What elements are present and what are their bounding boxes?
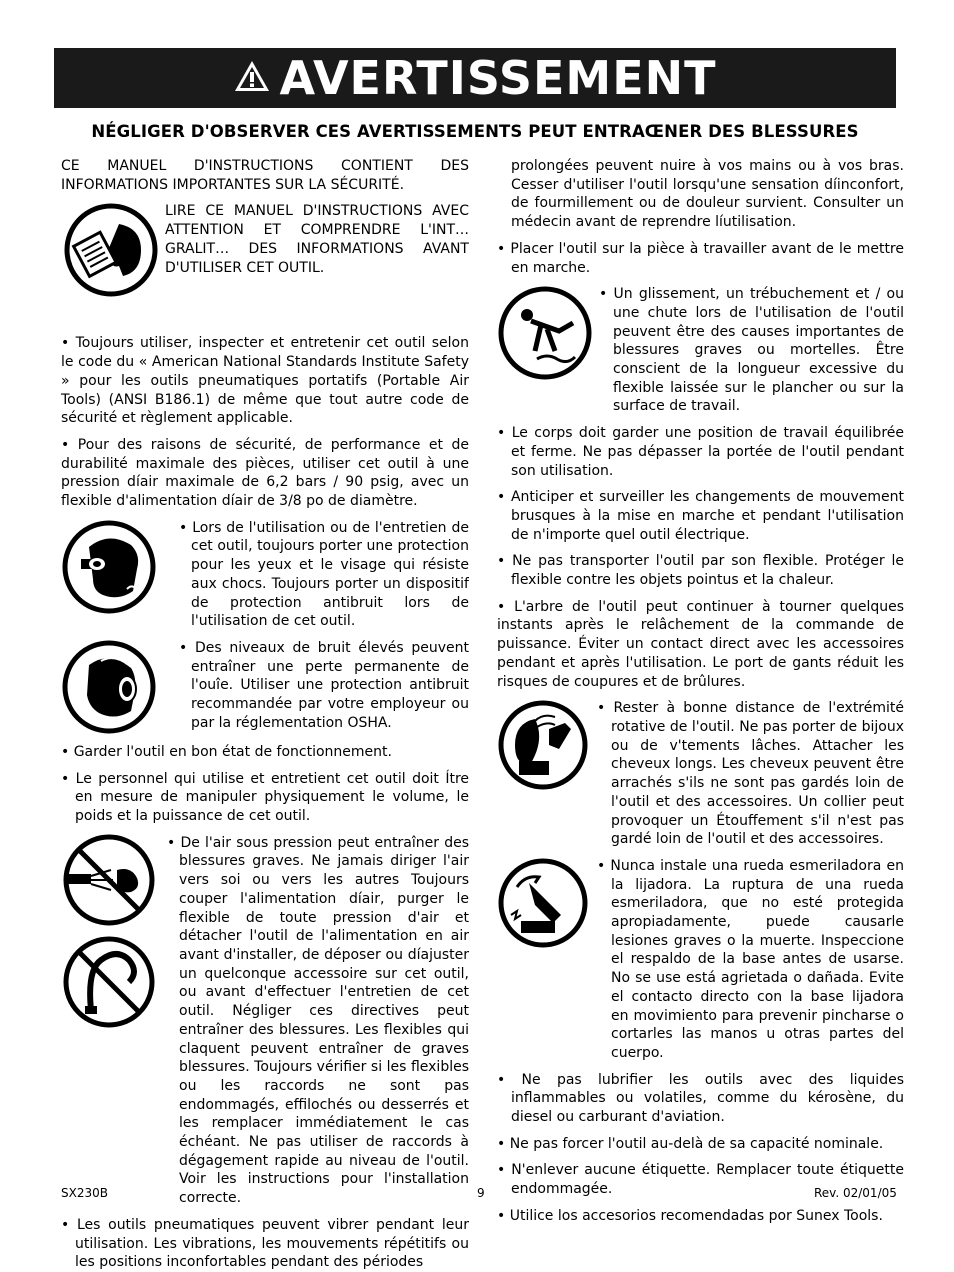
air-hose-icons xyxy=(61,834,157,1030)
warning-triangle-icon xyxy=(233,59,271,97)
read-manual-text: LIRE CE MANUEL D'INSTRUCTIONS AVEC ATTENTION ET COMPRENDRE L'INT… GRALIT… DES INFORMATIONS AVANT D'UTILISER CET OUTIL. xyxy=(165,203,469,276)
ansi-paragraph: • Toujours utiliser, inspecter et entretenir cet outil selon le code du « American National Standards Institute Safety » pour les outils pneumatiques portatifs (Portable Air Tools) (ANSI B186.1) de même que tout autre code de sécurité et règlement applicable. xyxy=(61,335,469,427)
air-pressure-text: • De l'air sous pression peut entraîner des blessures graves. Ne jamais diriger l'air vers soi ou vers les autres Toujours couper l'alimentation díair, purger le flexible de toute pression d'air et détacher l'outil de l'alimentation en air avant d'installer, de déposer ou díajuster un quelconque accessoire sur cet outil, ou avant d'effectuer l'entretien de cet outil. Négliger ces directives peut entraîner des blessures. Les flexibles qui claquent peuvent entraîner de graves blessures. Toujours vérifier si les flexibles ou les raccords ne sont pas endommagés, effilochés ou desserrés et les remplacer immédiatement le cas échéant. Ne pas utiliser de raccords à dégagement rapide au niveau de l'outil. Voir les instructions pour l'installation correcte. xyxy=(167,834,469,1207)
grinding-wheel-icon xyxy=(497,857,589,949)
body-position-item: • Le corps doit garder une position de travail équilibrée et ferme. Ne pas dépasser la portée de l'outil pendant son utilisation. xyxy=(497,425,904,479)
ear-protection-icon xyxy=(61,639,157,735)
whipping-hose-icon xyxy=(66,939,152,1025)
ear-protection-text: • Des niveaux de bruit élevés peuvent entraîner une perte permanente de l'ouîe. Utiliser une protection antibruit recommandée par votre employeur ou par la réglementation OSHA. xyxy=(179,639,469,731)
footer-model: SX230B xyxy=(61,1186,108,1200)
footer-revision: Rev. 02/01/05 xyxy=(814,1186,897,1200)
pressure-paragraph: • Pour des raisons de sécurité, de performance et de durabilité maximale des pièces, utiliser cet outil à une pression díair maximale de 6,2 bars / 90 psig, avec un flexible d'alimentation díair de 3/8 po de diamètre. xyxy=(61,436,469,510)
warning-subtitle: NÉGLIGER D'OBSERVER CES AVERTISSEMENTS PEUT ENTRAŒNER DES BLESSURES xyxy=(91,122,859,141)
force-item: • Ne pas forcer l'outil au-delà de sa capacité nominale. xyxy=(497,1135,884,1152)
accessories-item: • Utilice los accesorios recomendadas por Sunex Tools. xyxy=(497,1207,883,1224)
warning-banner xyxy=(54,48,896,108)
slip-hazard-icon xyxy=(497,285,593,381)
right-column xyxy=(497,157,904,1226)
banner-title: AVERTISSEMENT xyxy=(279,51,717,105)
lubricate-item: • Ne pas lubrifier les outils avec des liquides inflammables ou volatiles, comme du kérosène, du diesel ou carburant d'aviation. xyxy=(497,1071,904,1126)
vibration-item: • Les outils pneumatiques peuvent vibrer pendant leur utilisation. Les vibrations, les mouvements répétitifs ou les positions inconfortables pendant des périodes xyxy=(61,1216,469,1271)
grinding-wheel-text: • Nunca instale una rueda esmeriladora en la lijadora. La ruptura de una rueda esmeriladora, que no esté protegida apropiadamente, puede causarle lesiones graves o la muerte. Inspeccione el respaldo de la base antes de usarse. No se use está agrietada o dañada. Evite el contacto directo con la base lijadora en movimiento para prevenir pincharse o cortarles las manos u otras partes del cuerpo. xyxy=(597,857,904,1061)
carry-hose-item: • Ne pas transporter l'outil par son flexible. Protéger le flexible contre les objets pointus et la chaleur. xyxy=(497,553,904,589)
left-column xyxy=(61,157,469,1272)
no-air-icon xyxy=(66,837,152,923)
good-state-item: • Garder l'outil en bon état de fonctionnement. xyxy=(61,743,392,760)
footer-page-number: 9 xyxy=(477,1186,485,1200)
entanglement-text: • Rester à bonne distance de l'extrémité rotative de l'outil. Ne pas porter de bijoux ou de v'tements lâches. Attacher les cheveux longs. Les cheveux peuvent être arrachés s'ils ne sont pas gardés loin de l'outil et des accessoires. Un collier peut provoquer un Étouffement s'il n'est pas gardé loin de l'outil et des accessoires. xyxy=(597,700,904,848)
slip-hazard-text: • Un glissement, un trébuchement et / ou une chute lors de l'utilisation de l'outil peuvent être des causes importantes de blessures graves ou mortelles. Être conscient de la longueur excessive du flexible laissée sur le plancher ou sur la surface de travail. xyxy=(599,286,904,415)
intro-text: CE MANUEL D'INSTRUCTIONS CONTIENT DES INFORMATIONS IMPORTANTES SUR LA SÉCURITÉ. xyxy=(61,158,469,193)
eye-protection-icon xyxy=(61,519,157,615)
eye-protection-text: • Lors de l'utilisation ou de l'entretien de cet outil, toujours porter une protection pour les yeux et le visage qui résiste aux chocs. Toujours porter un dispositif de protection antibruit lors de l'utilisation de cet outil. xyxy=(179,519,469,630)
read-manual-icon xyxy=(63,202,159,298)
vibration-continued: prolongées peuvent nuire à vos mains ou à vos bras. Cesser d'utiliser l'outil lorsqu'une sensation díinconfort, de fourmillement ou de douleur survient. Consulter un médecin avant de reprendre líutilisation. xyxy=(511,158,904,231)
shaft-rotation-item: • L'arbre de l'outil peut continuer à tourner quelques instants après le relâchement de la commande de puissance. Éviter un contact direct avec les accessoires pendant et après l'utilisation. Le port de gants réduit les risques de coupures et de brûlures. xyxy=(497,598,904,690)
place-tool-item: • Placer l'outil sur la pièce à travailler avant de le mettre en marche. xyxy=(497,240,904,276)
personnel-item: • Le personnel qui utilise et entretient cet outil doit Ítre en mesure de manipuler physiquement le volume, le poids et la puissance de cet outil. xyxy=(61,770,469,825)
entanglement-icon xyxy=(497,699,589,791)
label-item: • N'enlever aucune étiquette. Remplacer toute étiquette endommagée. xyxy=(497,1162,904,1198)
anticipate-item: • Anticiper et surveiller les changements de mouvement brusques à la mise en marche et pendant l'utilisation de n'importe quel outil électrique. xyxy=(497,489,904,543)
